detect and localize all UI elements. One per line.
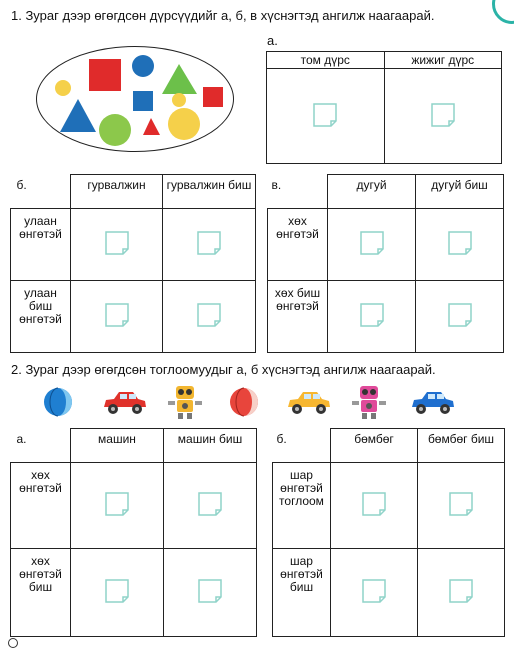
yellow-car-icon [284, 390, 332, 416]
shapes-group [36, 46, 236, 152]
sticker-placeholder-icon [446, 229, 474, 257]
table-v-header-circle: дугуй [328, 175, 416, 209]
sticker-placeholder-icon [358, 301, 386, 329]
sticker-placeholder-icon [103, 490, 131, 518]
table-a-cell-small[interactable] [384, 69, 502, 164]
sticker-placeholder-icon [447, 577, 475, 605]
table-v-header-not-circle: дугуй биш [416, 175, 504, 209]
shape-green-triangle [162, 64, 197, 94]
bottom-dot [8, 638, 18, 648]
task2-table-a-row-not-blue: хөх өнгөтэй биш [11, 549, 71, 637]
shape-yellow-circle-2 [172, 93, 186, 107]
table-b-header-triangle: гурвалжин [71, 175, 163, 209]
sticker-placeholder-icon [358, 229, 386, 257]
task2-table-b-cell[interactable] [331, 463, 418, 549]
blue-car-icon [408, 390, 456, 416]
table-v-cell[interactable] [416, 281, 504, 353]
table-v-cell[interactable] [416, 209, 504, 281]
sticker-placeholder-icon [195, 301, 223, 329]
shape-red-triangle [143, 118, 160, 135]
table-v-cell[interactable] [328, 209, 416, 281]
table-v-row-blue: хөх өнгөтэй [268, 209, 328, 281]
table-b-mark: б. [11, 175, 71, 209]
sticker-placeholder-icon [103, 229, 131, 257]
table-a-header-large: том дүрс [267, 52, 385, 69]
shape-yellow-big-circle [168, 108, 200, 140]
task2-table-a-header-car: машин [71, 429, 164, 463]
task2-table-a-header-not-car: машин биш [164, 429, 257, 463]
table-b-cell[interactable] [163, 209, 256, 281]
sticker-placeholder-icon [196, 577, 224, 605]
shape-blue-circle [132, 55, 154, 77]
task2-table-b-cell[interactable] [418, 549, 505, 637]
sticker-placeholder-icon [196, 490, 224, 518]
task2-table-b-row-yellow: шар өнгөтэй тоглоом [273, 463, 331, 549]
task2-table-b-cell[interactable] [331, 549, 418, 637]
red-ball-icon [228, 386, 260, 418]
task2-table-b-header-not-ball: бөмбөг биш [418, 429, 505, 463]
corner-decoration [492, 0, 514, 24]
sticker-placeholder-icon [195, 229, 223, 257]
task2-table-b-row-not-yellow: шар өнгөтэй биш [273, 549, 331, 637]
sticker-placeholder-icon [103, 577, 131, 605]
sticker-placeholder-icon [311, 101, 339, 129]
task2-table-a [10, 428, 257, 637]
blue-ball-icon [42, 386, 74, 418]
sticker-placeholder-icon [429, 101, 457, 129]
table-b-cell[interactable] [163, 281, 256, 353]
shape-yellow-circle [55, 80, 71, 96]
table-b-row-not-red: улаан биш өнгөтэй [11, 281, 71, 353]
table-v-mark: в. [268, 175, 328, 209]
task2-table-a-cell[interactable] [164, 463, 257, 549]
shape-blue-triangle [60, 99, 96, 132]
shape-blue-square [133, 91, 153, 111]
red-car-icon [100, 390, 148, 416]
table-b-header-not-triangle: гурвалжин биш [163, 175, 256, 209]
table-b [10, 174, 256, 353]
task2-table-b-mark: б. [273, 429, 331, 463]
task2-table-a-cell[interactable] [164, 549, 257, 637]
table-v-row-not-blue: хөх биш өнгөтэй [268, 281, 328, 353]
task2-table-b-header-ball: бөмбөг [331, 429, 418, 463]
task1-heading: 1. Зураг дээр өгөгдсөн дүрсүүдийг а, б, в хүснэгтэд ангилж наагаарай. [11, 8, 435, 23]
task2-table-a-cell[interactable] [71, 463, 164, 549]
table-a-mark: а. [267, 33, 278, 48]
task2-table-a-row-blue: хөх өнгөтэй [11, 463, 71, 549]
table-a [266, 51, 502, 164]
sticker-placeholder-icon [447, 490, 475, 518]
table-b-cell[interactable] [71, 281, 163, 353]
sticker-placeholder-icon [103, 301, 131, 329]
table-v-cell[interactable] [328, 281, 416, 353]
table-a-header-small: жижиг дүрс [384, 52, 502, 69]
shape-red-square [89, 59, 121, 91]
task2-table-a-cell[interactable] [71, 549, 164, 637]
sticker-placeholder-icon [446, 301, 474, 329]
pink-robot-icon [350, 384, 388, 420]
task2-table-b [272, 428, 505, 637]
task2-heading: 2. Зураг дээр өгөгдсөн тоглоомуудыг а, б хүснэгтэд ангилж наагаарай. [11, 362, 436, 377]
table-b-row-red: улаан өнгөтэй [11, 209, 71, 281]
shape-green-circle [99, 114, 131, 146]
table-a-cell-large[interactable] [267, 69, 385, 164]
yellow-robot-icon [166, 384, 204, 420]
task2-table-a-mark: а. [11, 429, 71, 463]
shape-red-small-square [203, 87, 223, 107]
sticker-placeholder-icon [360, 577, 388, 605]
table-v [267, 174, 504, 353]
table-b-cell[interactable] [71, 209, 163, 281]
task2-table-b-cell[interactable] [418, 463, 505, 549]
sticker-placeholder-icon [360, 490, 388, 518]
